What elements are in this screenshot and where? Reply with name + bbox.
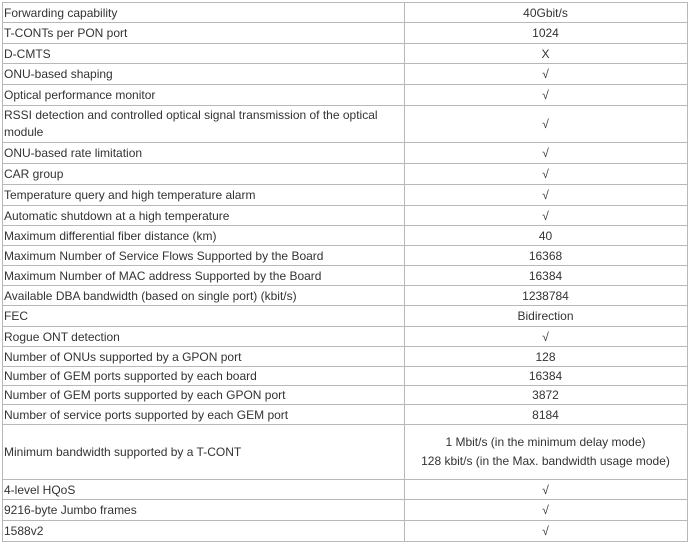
param-cell: ONU-based rate limitation (3, 143, 405, 164)
param-cell: Number of ONUs supported by a GPON port (3, 347, 405, 367)
table-row (3, 85, 688, 106)
value-cell (405, 206, 688, 226)
value-line: 1238784 (522, 288, 569, 303)
value-line: 16384 (528, 369, 563, 383)
table-row (3, 347, 688, 367)
table-row (3, 405, 688, 425)
value-cell (405, 500, 688, 521)
table-row (3, 306, 688, 327)
value-cell (405, 521, 688, 542)
value-cell (405, 106, 688, 143)
value-cell (405, 85, 688, 106)
value-cell (405, 226, 688, 246)
value-cell (405, 246, 688, 266)
table-row (3, 367, 688, 386)
value-cell (405, 143, 688, 164)
value-line: √ (542, 188, 549, 202)
value-cell (405, 327, 688, 347)
value-line: √ (542, 482, 549, 497)
param-cell: Forwarding capability (3, 3, 405, 23)
value-cell (405, 286, 688, 306)
value-cell (405, 480, 688, 500)
value-line: √ (542, 67, 549, 81)
value-line: √ (542, 524, 549, 538)
param-cell: T-CONTs per PON port (3, 23, 405, 44)
param-cell: 9216-byte Jumbo frames (3, 500, 405, 521)
param-cell: Minimum bandwidth supported by a T-CONT (3, 425, 405, 480)
value-cell (405, 425, 688, 480)
param-cell: Rogue ONT detection (3, 327, 405, 347)
param-cell: CAR group (3, 164, 405, 185)
value-cell (405, 367, 688, 386)
table-row (3, 266, 688, 286)
param-cell: Optical performance monitor (3, 85, 405, 106)
param-cell: 1588v2 (3, 521, 405, 542)
value-line: 1 Mbit/s (in the minimum delay mode) (445, 435, 646, 449)
value-cell (405, 347, 688, 367)
value-line: 16368 (528, 248, 563, 263)
table-row (3, 23, 688, 44)
spec-table (2, 2, 688, 542)
table-row (3, 185, 688, 206)
value-line: 8184 (532, 407, 559, 422)
value-cell (405, 306, 688, 327)
param-cell: RSSI detection and controlled optical signal transmission of the optical module (3, 106, 405, 143)
table-row (3, 64, 688, 85)
table-row (3, 226, 688, 246)
table-row (3, 480, 688, 500)
table-row (3, 3, 688, 23)
param-cell: Maximum Number of MAC address Supported by the Board (3, 266, 405, 286)
value-line: √ (542, 146, 549, 160)
table-row (3, 425, 688, 480)
table-row (3, 500, 688, 521)
value-cell (405, 185, 688, 206)
value-cell (405, 164, 688, 185)
param-cell: Number of GEM ports supported by each board (3, 367, 405, 386)
table-row (3, 327, 688, 347)
param-cell: 4-level HQoS (3, 480, 405, 500)
value-line: √ (542, 329, 549, 344)
value-cell (405, 386, 688, 405)
param-cell: Maximum Number of Service Flows Supported by the Board (3, 246, 405, 266)
value-line: 128 kbit/s (in the Max. bandwidth usage mode) (421, 454, 670, 468)
table-row (3, 286, 688, 306)
table-row (3, 521, 688, 542)
value-line: √ (542, 88, 549, 102)
param-cell: Available DBA bandwidth (based on single port) (kbit/s) (3, 286, 405, 306)
spec-table-body (3, 3, 688, 542)
param-cell: Automatic shutdown at a high temperature (3, 206, 405, 226)
value-line: 1024 (532, 26, 559, 40)
value-line: √ (542, 167, 549, 181)
value-line: 40 (538, 228, 553, 243)
table-row (3, 143, 688, 164)
value-line: 3872 (532, 388, 559, 402)
param-cell: ONU-based shaping (3, 64, 405, 85)
param-cell: Number of service ports supported by each GEM port (3, 405, 405, 425)
value-line: Bidirection (517, 309, 574, 323)
value-line: 40Gbit/s (523, 5, 568, 20)
param-cell: Maximum differential fiber distance (km) (3, 226, 405, 246)
value-cell (405, 266, 688, 286)
value-line: 128 (535, 349, 556, 364)
table-row (3, 44, 688, 64)
value-cell (405, 23, 688, 44)
param-cell: FEC (3, 306, 405, 327)
param-cell: Temperature query and high temperature alarm (3, 185, 405, 206)
value-line: 16384 (528, 268, 563, 283)
table-row (3, 106, 688, 143)
table-row (3, 206, 688, 226)
value-cell (405, 3, 688, 23)
value-line: X (541, 46, 550, 61)
table-row (3, 246, 688, 266)
value-line: √ (542, 208, 549, 223)
table-row (3, 164, 688, 185)
value-cell (405, 405, 688, 425)
param-cell: Number of GEM ports supported by each GPON port (3, 386, 405, 405)
value-cell (405, 44, 688, 64)
value-cell (405, 64, 688, 85)
param-cell: D-CMTS (3, 44, 405, 64)
value-line: √ (542, 503, 549, 517)
value-line: √ (542, 117, 549, 131)
table-row (3, 386, 688, 405)
